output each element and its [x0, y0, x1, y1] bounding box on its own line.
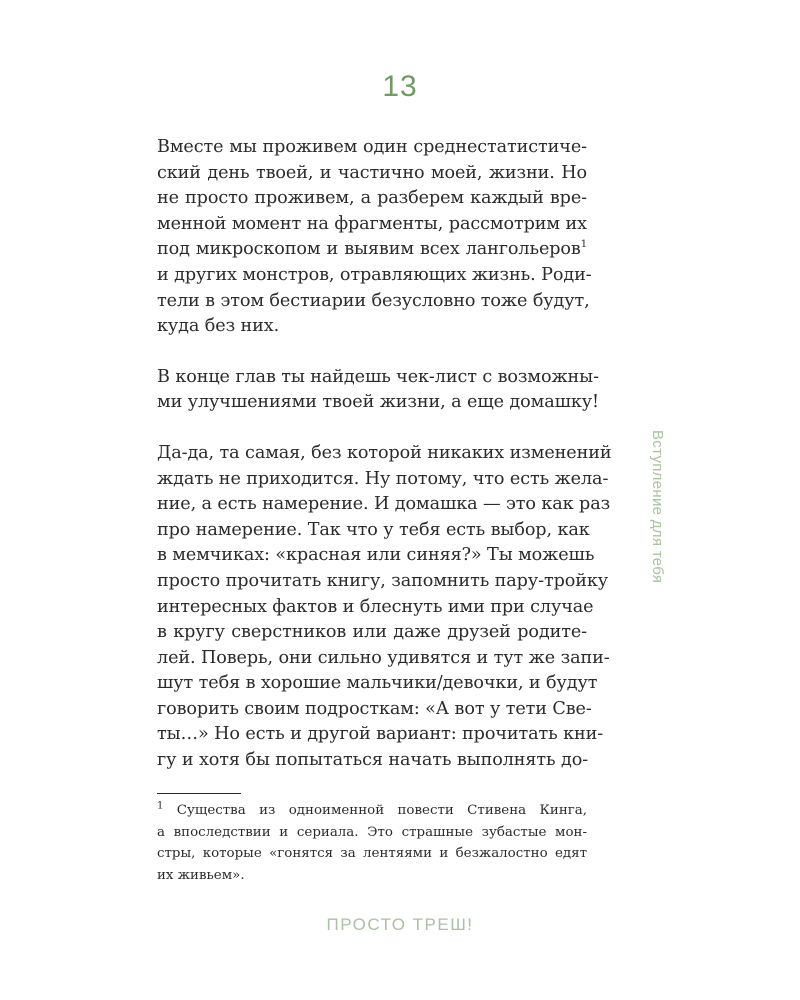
footnote-line: стры, которые «гонятся за лентяями и безжалостно едят — [157, 846, 587, 861]
footnote-text: Существа из одноименной повести Стивена Кинга, — [176, 803, 587, 818]
footnote-line: а впоследствии и сериала. Это страшные зубастые мон- — [157, 824, 587, 840]
main-text — [157, 135, 612, 774]
text-line: ми улучшениями твоей жизни, а еще домашку! — [157, 392, 599, 413]
text-line-with-footnote — [157, 237, 587, 263]
footnote-number: 1 — [157, 800, 164, 812]
paragraph-2 — [157, 365, 599, 416]
chapter-side-label: Вступление для тебя — [649, 430, 666, 584]
text-line: шут тебя в хорошие мальчики/девочки, и будут — [157, 673, 598, 694]
book-title-footer: ПРОСТО ТРЕШ! — [326, 915, 474, 934]
text-line: В конце глав ты найдешь чек-лист с возможны- — [157, 366, 599, 387]
text-line: менной момент на фрагменты, рассмотрим их — [157, 213, 587, 234]
text-line: ский день твоей, и частично моей, жизни. Но — [157, 162, 587, 183]
text-line: ние, а есть намерение. И домашка — это как раз — [157, 494, 611, 515]
paragraph-3 — [157, 441, 612, 774]
text-line: не просто проживем, а разберем каждый вре- — [157, 188, 587, 209]
text-line: и других монстров, отравляющих жизнь. Роди- — [157, 264, 592, 285]
text-line: куда без них. — [157, 316, 280, 337]
footnote — [157, 800, 587, 886]
text-line: в мемчиках: «красная или синяя?» Ты можешь — [157, 545, 595, 566]
text-line: просто прочитать книгу, запомнить пару-тройку — [157, 570, 609, 591]
text-line: под микроскопом и выявим всех лангольеров — [157, 239, 581, 260]
text-line: говорить своим подросткам: «А вот у тети Све- — [157, 698, 592, 719]
footnote-reference[interactable]: 1 — [580, 239, 587, 251]
footnote-line: их живьем». — [157, 867, 245, 883]
text-line: тели в этом бестиарии безусловно тоже будут, — [157, 290, 590, 311]
footnote-line — [157, 800, 587, 822]
text-line: про намерение. Так что у тебя есть выбор, как — [157, 519, 590, 540]
text-line: Да-да, та самая, без которой никаких изменений — [157, 442, 612, 463]
page-number: 13 — [382, 70, 418, 103]
text-line: в кругу сверстников или даже друзей родите- — [157, 622, 587, 643]
text-line: ты…» Но есть и другой вариант: прочитать кни- — [157, 724, 604, 745]
paragraph-1 — [157, 135, 592, 340]
text-line: ждать не приходится. Ну потому, что есть жела- — [157, 468, 609, 489]
footnote-divider — [157, 793, 241, 794]
text-line: интересных фактов и блеснуть ими при случае — [157, 596, 594, 617]
text-line: лей. Поверь, они сильно удивятся и тут же запи- — [157, 647, 610, 668]
text-line: Вместе мы проживем один среднестатистиче- — [157, 137, 587, 157]
text-line: гу и хотя бы попытаться начать выполнять до- — [157, 750, 589, 771]
